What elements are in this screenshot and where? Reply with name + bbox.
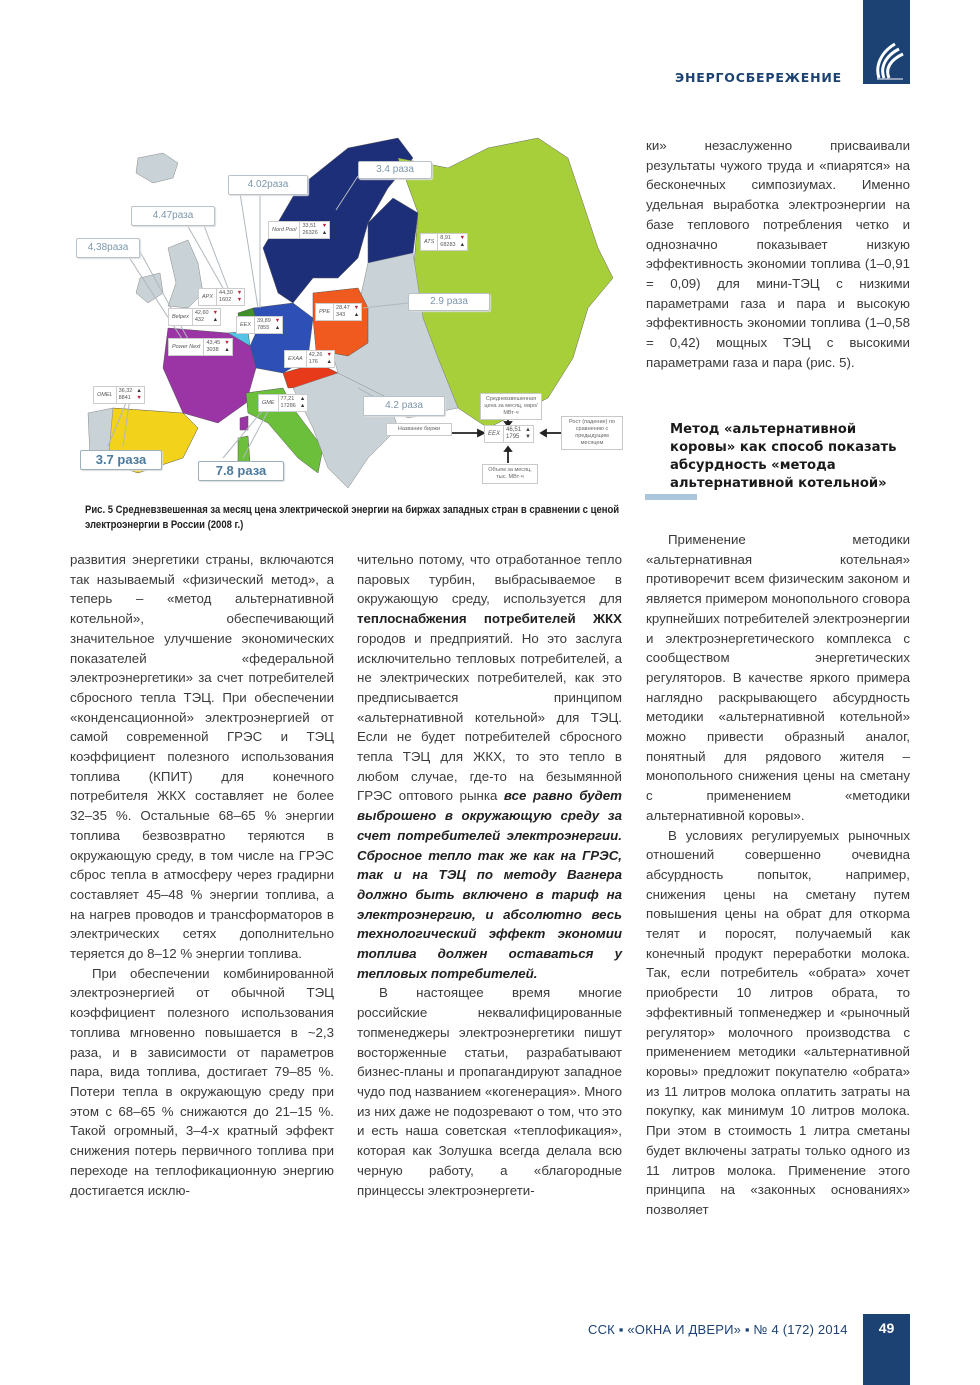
callout-apx: 4.47раза: [131, 206, 215, 226]
page-number-tab: [863, 1314, 910, 1385]
callout-exaa: 4.2 раза: [363, 396, 445, 416]
europe-price-map: [68, 128, 624, 494]
legend-price-label: Средневзвешенная цена за месяц, евро/МВт·ч: [480, 393, 542, 420]
paragraph: развития энергетики страны, включаются так называемый «физический метод», а теперь – «метод альтернативной котельной», обеспечивающий значительное улучшение экономических показателей «федеральной электроэнергетики» за счет потребителей сбросного тепла ТЭЦ. При обеспечении «конденсационной» электроэнергией от самой современной ГРЭС и ТЭЦ коэффициент полезного использования топлива (КПИТ) для конечного потребителя ЖКХ составляет не более 32–35 %. Остальные 68–65 % энергии топлива безвозвратно теряются в окружающую среду, в том числе на ГРЭС сброс тепла в атмосферу через градирни составляет 45–48 % энергии топлива, а на нагрев проводов и трансформаторов в электрических сетях дополнительно теряется до 8–12 % энергии топлива.: [70, 552, 334, 962]
subheading: Метод «альтернативной коровы» как способ показать абсурдность «метода альтернативной котельной»: [670, 422, 897, 491]
bold-text: теплоснабжения потребителей ЖКХ: [357, 611, 622, 627]
legend-volume-label: Объем за месяц, тыс. МВт·ч: [482, 464, 538, 484]
callout-eex: 4.02раза: [228, 175, 308, 195]
paragraph: чительно потому, что отработанное тепло паровых турбин, выбрасываемое в окружающую среду, используется для теплоснабжения потребителей ЖКХ городов и предприятий. Но это заслуга исключительно тепловых потребителей, а не электрических потребителей, как это предписывается принципом «альтернативной котельной» для ТЭЦ. Если не будет потребителей сбросного тепла ТЭЦ для ЖКХ, то это тепло в любом случае, где-то на безымянной ГРЭС оптового рынка все равно будет выброшено в окружающую среду за счет потребителей электроэнергии. Сбросное тепло так же как на ГРЭС, так и на ТЭЦ по методу Вагнера должно быть включено в тариф на электроэнергию, и абсолютно весь технологический эффект экономии топлива должен оставаться у тепловых потребителей.: [357, 552, 622, 981]
callout-ppe: 2.9 раза: [408, 293, 490, 311]
trend-icons: ▼ ▲: [274, 318, 281, 331]
callout-uk: 4,38раза: [76, 238, 140, 258]
exchange-exaa: EXAA 42,26 176 ▼ ▲: [284, 350, 335, 368]
exchange-apx: APX 44,30 1602 ▼ ▼: [198, 288, 245, 306]
bold-italic-text: все равно будет выброшено в окружающую среду за счет потребителей электроэнергии. Сбросное тепло так же как на ГРЭС, так и на ТЭЦ по методу Вагнера должно быть включено в тариф на электроэнергию, и абсолютно весь технологический эффект экономии топлива должен оставаться у тепловых потребителей.: [357, 788, 622, 981]
exchange-ppe: PPE 28,47 343 ▼ ▲: [315, 303, 362, 321]
paragraph: В настоящее время многие российские неквалифицированные топменеджеры электроэнергетики пишут восторженные статьи, разрабатывают бизнес-планы и пропагандируют западное чудо под названием «когенерация». Много из них даже не подозревают о том, что это и есть наша советская «теплофикация», которая как Золушка всегда делала всю черную работу, а «благородные принцессы электроэнергети-: [357, 985, 622, 1198]
trend-icons: ▼ ▲: [224, 340, 230, 353]
trend-icons: ▼ ▲: [353, 305, 360, 318]
text-column-3-continued: [646, 530, 910, 1220]
trend-icons: ▼ ▲: [326, 352, 332, 365]
section-tab: [863, 0, 910, 84]
trend-icons: ▲ ▼: [136, 388, 142, 401]
callout-gme: 7.8 раза: [198, 461, 284, 481]
logo-icon: [869, 38, 905, 80]
trend-icons: ▼ ▲: [212, 310, 219, 323]
region-sardinia: [238, 436, 250, 463]
exchange-nordpool: Nord Pool 33,51 26326 ▼ ▲: [268, 221, 330, 239]
figure-caption: Рис. 5 Средневзвешенная за месяц цена электрической энергии на биржах западных стран в сравнении с ценой электроэнергии в России (2008 г.): [85, 504, 620, 531]
text-column-1: [70, 550, 334, 1200]
trend-icons: ▼ ▲: [321, 223, 328, 236]
paragraph: При обеспечении комбинированной электроэнергией от обычной ТЭЦ коэффициент полезного использования топлива мгновенно повышается в ~2,3 раза, и в зависимости от параметров пара, вида топлива, достигает 79–85 %. Потери тепла в окружающую среду при этом с 68–65 % снижаются до 21–15 %. Такой огромный, 3–4-х кратный эффект снижения потерь первичного топлива при переходе на теплофикационную энергию достигается исклю-: [70, 965, 334, 1198]
region-iceland: [136, 153, 178, 183]
text-column-2: [357, 550, 622, 1200]
paragraph: В условиях регулируемых рыночных отношений совершенно очевидна абсурдность попыток, например, снижения цены на сметану путем повышения цены на обрат для откорма телят и поросят, получаемый как конечный продукт переработки молока. Так, если потребитель «обрата» хочет приобрести 10 литров обрата, то эффективный топменеджер и «рыночный регулятор» молочного производства с применением методики «альтернативной коровы» предложит покупателю «обрата» из 11 литров молока оплатить затраты на покупку, как минимум 10 литров молока. При этом в стоимость 1 литра сметаны будет включены затраты только одного из 11 литров молока. Применение этого принципа на «законных основаниях» позволяет: [646, 827, 910, 1217]
region-corsica: [240, 416, 248, 430]
exchange-eex: EEX 39,89 7855 ▼ ▲: [236, 316, 283, 334]
exchange-ats: ATS 8,91 68283 ▼ ▲: [420, 233, 468, 251]
subheading-accent-bar: [645, 494, 697, 500]
page-number: 49: [878, 1320, 895, 1336]
exchange-omel: OMEL 36,32 8841 ▲ ▼: [93, 386, 145, 404]
legend-exchange-name-label: Название биржи: [386, 423, 452, 436]
publication-info: ССК ▪ «ОКНА И ДВЕРИ» ▪ № 4 (172) 2014: [588, 1322, 848, 1337]
exchange-powernext: Power Next 43,45 3038 ▼ ▲: [168, 338, 233, 356]
paragraph: Применение методики «альтернативная котельная» противоречит всем физическим законом и является примером монопольного сговора крупнейших потребителей электроэнергии и электроэнергетического комплекса с сообществом энергетических регуляторов. В качестве яркого примера наглядно раскрывающего абсурдность методики «альтернативной котельной» можно привести образный аналог, понятный для рядового жителя – монопольного снижения цены на сметану с применением «методики альтернативной коровы».: [646, 532, 910, 823]
trend-icons: ▼ ▼: [236, 290, 243, 303]
section-title: ЭНЕРГОСБЕРЕЖЕНИЕ: [675, 70, 842, 85]
callout-omel: 3.7 раза: [80, 450, 162, 470]
legend-trend-label: Рост (падение) по сравнению с предыдущим месяцем: [561, 416, 623, 450]
callout-nordpool: 3.4 раза: [358, 161, 432, 179]
trend-icons: ▼ ▲: [459, 235, 466, 248]
exchange-gme: GME 77,21 17286 ▲ ▲: [258, 394, 308, 412]
paragraph: ки» незаслуженно присваивали результаты чужого труда и «пиарятся» на бесконечных симпозиумах. Именно удельная выработка электроэнергии на базе теплового потребления четко и однозначно показывает низкую эффективность экономии топлива (1–0,91 = 0,09) для мини-ТЭЦ с низкими параметрами газа и пара и высокую эффективность экономии топлива (1–0,58 = 0,42) мощных ТЭЦ с высокими параметрами газа и пара (рис. 5).: [646, 138, 910, 370]
region-poland: [313, 288, 368, 356]
trend-icons: ▲ ▼: [525, 427, 531, 440]
text-column-3: [646, 136, 910, 372]
exchange-belpex: Belpex 42,60 432 ▼ ▲: [168, 308, 221, 326]
legend-example-exchange: EEX 46,51 1795 ▲ ▼: [484, 425, 534, 443]
trend-icons: ▲ ▲: [299, 396, 306, 409]
